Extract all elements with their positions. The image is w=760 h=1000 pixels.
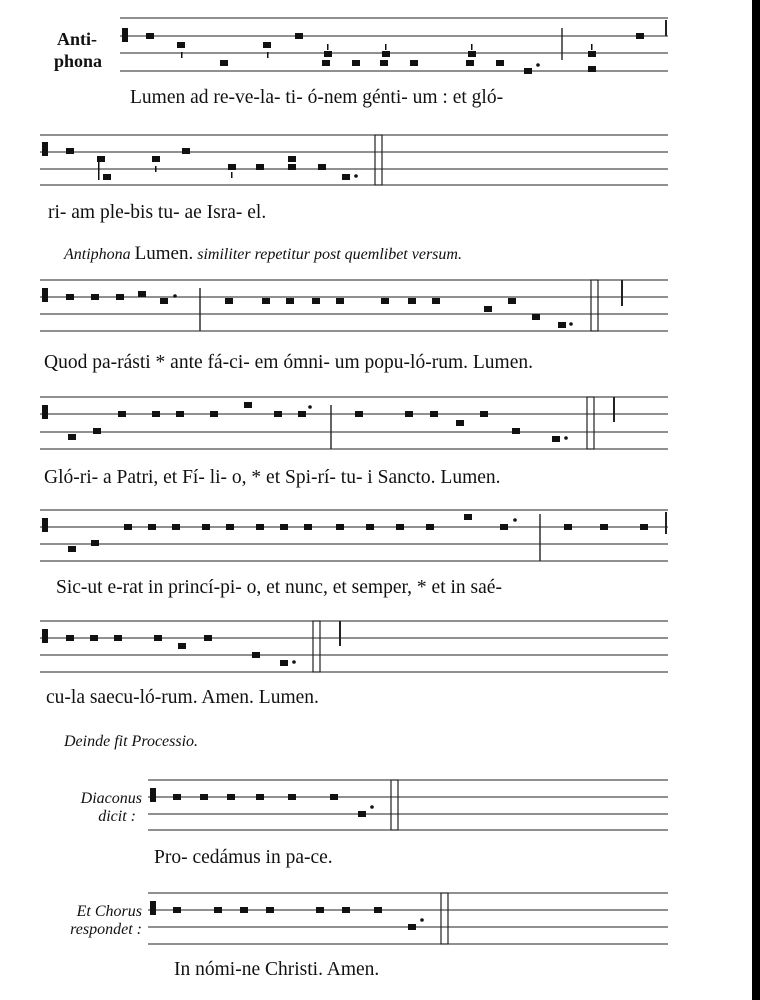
rubric-rest: similiter repetitur post quemlibet versum. (197, 246, 462, 263)
staff-6 (40, 621, 668, 672)
verse-1: Quod pa-rásti * ante fá-ci- em ómni- um popu-ló-rum. Lumen. (44, 352, 533, 373)
antiphon-lyric-2: ri- am ple-bis tu- ae Isra- el. (48, 202, 267, 223)
staff-7 (148, 780, 668, 830)
antiphon-lyric-1: Lumen ad re-ve-la- ti- ó-nem génti- um : et gló- (130, 87, 504, 108)
deacon-lyric: Pro- cedámus in pa-ce. (154, 847, 333, 868)
chorus-lyric: In nómi-ne Christi. Amen. (174, 959, 380, 980)
staff-8 (148, 893, 668, 944)
rubric-word-antiphona: Antiphona (64, 246, 131, 263)
antiphon-label-line2: phona (54, 51, 103, 71)
antiphon-label-line1: Anti- (57, 29, 97, 49)
staff-2 (40, 135, 668, 185)
chorus-label-line2: respondet : (70, 921, 142, 938)
staff-5 (40, 510, 668, 561)
chorus-label (70, 903, 142, 939)
deacon-label-line1: Diaconus (80, 790, 142, 807)
staff-4 (40, 397, 668, 449)
rubric-word-lumen: Lumen. (134, 243, 194, 264)
rubric-processio: Deinde fit Processio. (64, 733, 199, 750)
verse-4: cu-la saecu-ló-rum. Amen. Lumen. (46, 687, 319, 708)
deacon-label-line2: dicit : (98, 808, 136, 825)
chorus-label-line1: Et Chorus (76, 903, 142, 920)
verse-2: Gló-ri- a Patri, et Fí- li- o, * et Spi-rí- tu- i Sancto. Lumen. (44, 467, 501, 488)
deacon-label (81, 790, 142, 826)
staff-1 (120, 18, 668, 74)
rubric-antiphona (64, 244, 462, 263)
staff-3 (40, 280, 668, 331)
verse-3: Sic-ut e-rat in princí-pi- o, et nunc, et semper, * et in saé- (56, 577, 502, 598)
